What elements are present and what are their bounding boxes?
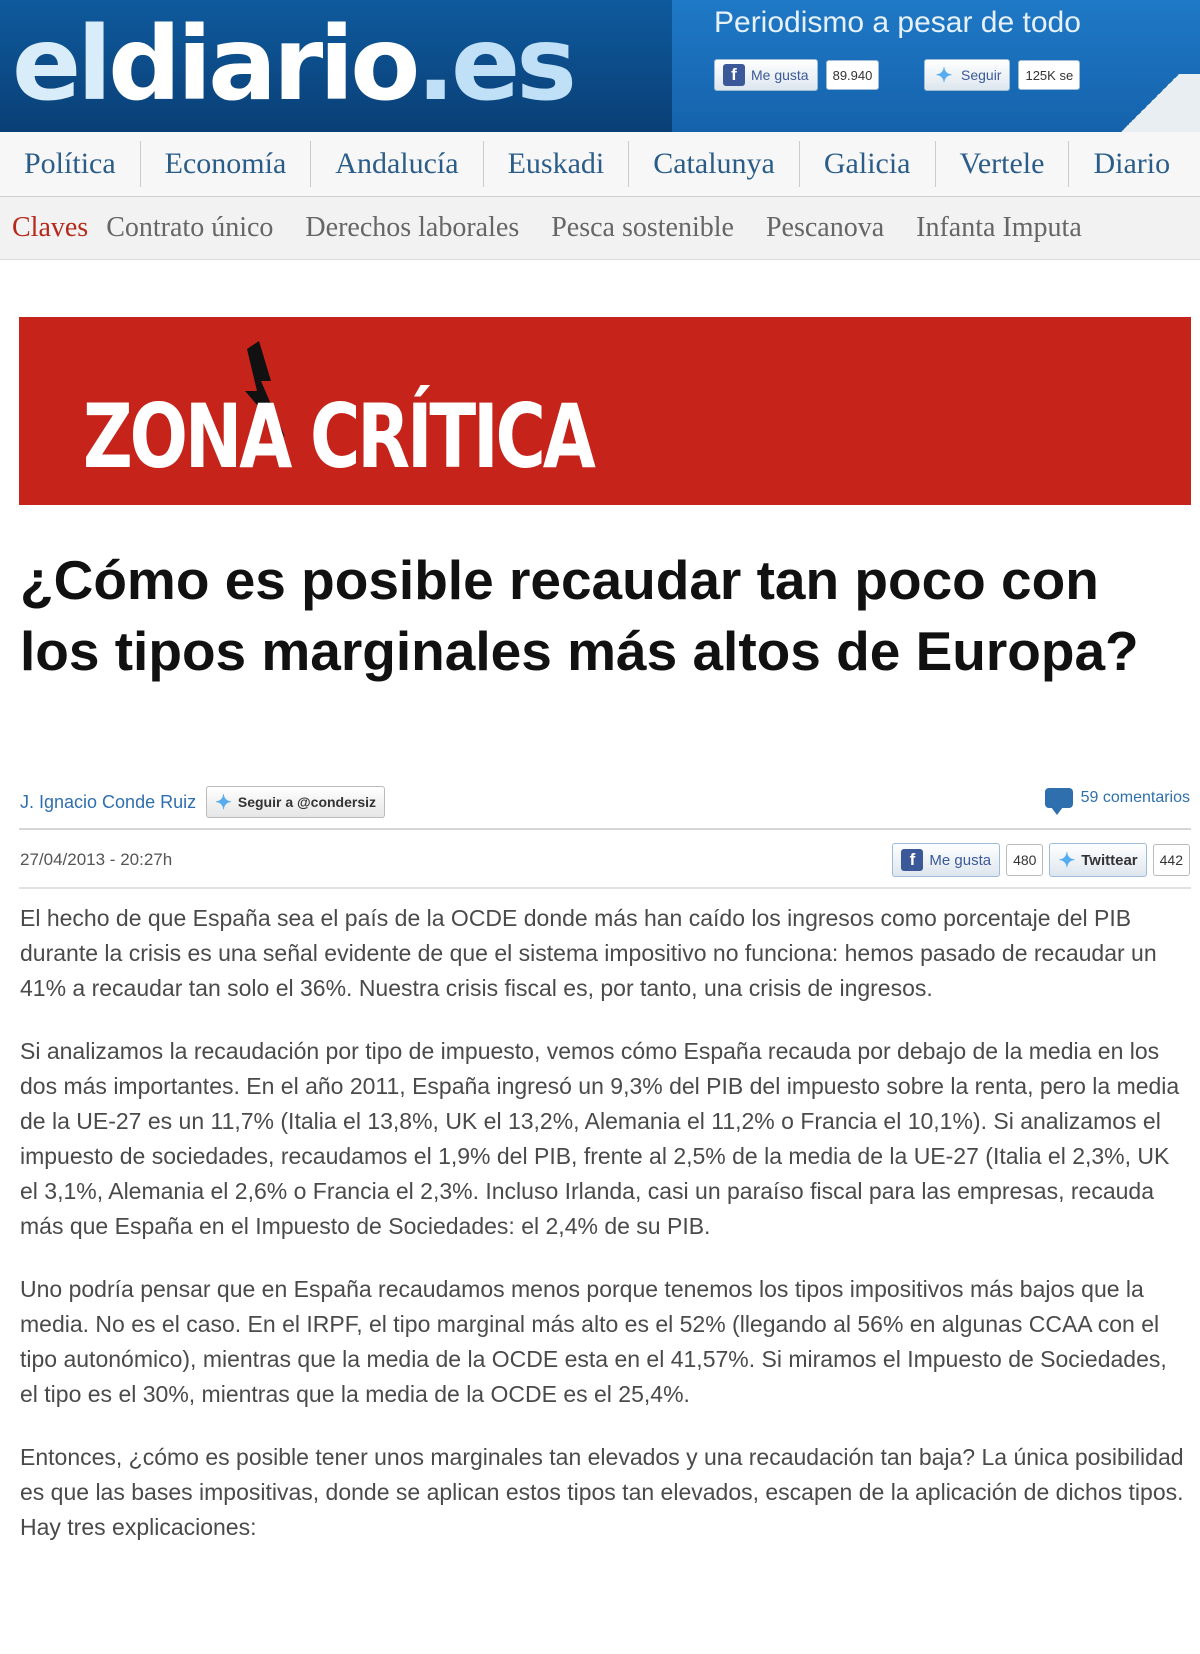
nav-item-galicia[interactable]: Galicia xyxy=(800,141,936,187)
twitter-follow-label: Seguir xyxy=(961,67,1002,83)
comment-bubble-icon xyxy=(1045,788,1073,808)
header-twitter-follow xyxy=(924,58,1080,92)
nav-item-diario[interactable]: Diario xyxy=(1093,147,1171,180)
claves-item-infanta[interactable]: Infanta Imputa xyxy=(916,212,1082,243)
facebook-icon: f xyxy=(723,64,745,86)
comments-count: 59 comentarios xyxy=(1080,789,1190,806)
share-facebook-like-button[interactable] xyxy=(892,843,1000,877)
facebook-icon: f xyxy=(901,849,923,871)
twitter-bird-icon: ✦ xyxy=(935,64,953,87)
nav-item-euskadi[interactable]: Euskadi xyxy=(484,141,630,187)
claves-item-contrato[interactable]: Contrato único xyxy=(106,212,274,243)
comments-link[interactable] xyxy=(1045,788,1190,808)
facebook-like-button[interactable] xyxy=(714,59,818,91)
banner-title: ZONA CRÍTICA xyxy=(83,385,593,488)
logo-part-es: .es xyxy=(416,5,573,124)
share-like-count: 480 xyxy=(1006,844,1043,876)
share-divider xyxy=(19,887,1191,889)
header-corner-fold xyxy=(1100,74,1200,132)
twitter-bird-icon: ✦ xyxy=(215,791,232,814)
share-tweet-label: Twittear xyxy=(1081,851,1138,869)
nav-item-vertele[interactable]: Vertele xyxy=(936,141,1070,187)
twitter-follower-count: 125K se xyxy=(1018,60,1080,90)
share-tweet-count: 442 xyxy=(1153,844,1190,876)
claves-item-derechos[interactable]: Derechos laborales xyxy=(305,212,520,243)
nav-item-catalunya[interactable]: Catalunya xyxy=(629,141,800,187)
site-header xyxy=(0,0,1200,132)
article-paragraph: Entonces, ¿cómo es posible tener unos marginales tan elevados y una recaudación tan baja? La única posibilidad es que las bases impositivas, donde se aplican estos tipos tan elevados, escapen de la aplicación de dichos tipos. Hay tres explicaciones: xyxy=(20,1444,1184,1540)
claves-bar xyxy=(0,197,1200,260)
follow-author-label: Seguir a @condersiz xyxy=(237,794,377,810)
main-navigation xyxy=(0,132,1200,197)
claves-label: Claves xyxy=(12,212,89,243)
header-facebook-like xyxy=(714,58,879,92)
nav-item-economia[interactable]: Economía xyxy=(141,141,312,187)
article-body xyxy=(20,901,1190,1573)
logo-part-el: el xyxy=(12,5,109,124)
article-headline: ¿Cómo es posible recaudar tan poco con los tipos marginales más altos de Europa? xyxy=(20,549,1139,682)
author-link[interactable]: J. Ignacio Conde Ruiz xyxy=(20,791,197,812)
site-logo[interactable] xyxy=(12,0,573,132)
site-tagline: Periodismo a pesar de todo xyxy=(714,6,1081,39)
article-paragraph: Uno podría pensar que en España recaudamos menos porque tenemos los tipos impositivos más bajos que la media. No es el caso. En el IRPF, el tipo marginal más alto es el 52% (llegando al 56% en algunas CCAA con el tipo autonómico), mientras que la media de la OCDE esta en el 41,57%. Si miramos el Impuesto de Sociedades, el tipo es el 30%, mientras que la media de la OCDE es el 25,4%. xyxy=(20,1276,1167,1407)
follow-author-button[interactable] xyxy=(206,786,385,818)
twitter-follow-button[interactable] xyxy=(924,59,1010,91)
nav-item-andalucia[interactable]: Andalucía xyxy=(311,141,483,187)
facebook-like-count: 89.940 xyxy=(826,60,880,90)
article-paragraph: El hecho de que España sea el país de la OCDE donde más han caído los ingresos como porcentaje del PIB durante la crisis es una señal evidente de que el sistema impositivo no funciona: hemos pasado de recaudar un 41% a recaudar tan solo el 36%. Nuestra crisis fiscal es, por tanto, una crisis de ingresos. xyxy=(20,905,1157,1001)
header-logo-area xyxy=(0,0,672,132)
share-like-label: Me gusta xyxy=(929,851,992,869)
claves-item-pescanova[interactable]: Pescanova xyxy=(765,212,885,243)
article-date: 27/04/2013 - 20:27h xyxy=(20,850,173,869)
share-bar xyxy=(892,843,1190,877)
byline-divider xyxy=(19,828,1191,830)
twitter-bird-icon: ✦ xyxy=(1058,849,1076,872)
share-tweet-button[interactable] xyxy=(1049,843,1146,877)
zona-critica-banner[interactable] xyxy=(19,317,1191,505)
nav-item-politica[interactable]: Política xyxy=(0,141,141,187)
article-paragraph: Si analizamos la recaudación por tipo de impuesto, vemos cómo España recauda por debajo de la media en los dos más importantes. En el año 2011, España ingresó un 9,3% del PIB del impuesto sobre la renta, pero la media de la UE-27 es un 11,7% (Italia el 13,8%, UK el 13,2%, Alemania el 11,2% o Francia el 10,1%). Si analizamos el impuesto de sociedades, recaudamos el 1,9% del PIB, frente al 2,5% de la media de la UE-27 (Italia el 2,3%, UK el 3,1%, Alemania el 2,6% o Francia el 2,3%. Incluso Irlanda, casi un paraíso fiscal para las empresas, recauda más que España en el Impuesto de Sociedades: el 2,4% de su PIB. xyxy=(20,1038,1180,1239)
article-byline xyxy=(20,786,385,818)
claves-item-pesca[interactable]: Pesca sostenible xyxy=(551,212,734,243)
logo-part-diario: diario xyxy=(108,5,417,124)
facebook-like-label: Me gusta xyxy=(751,67,809,83)
